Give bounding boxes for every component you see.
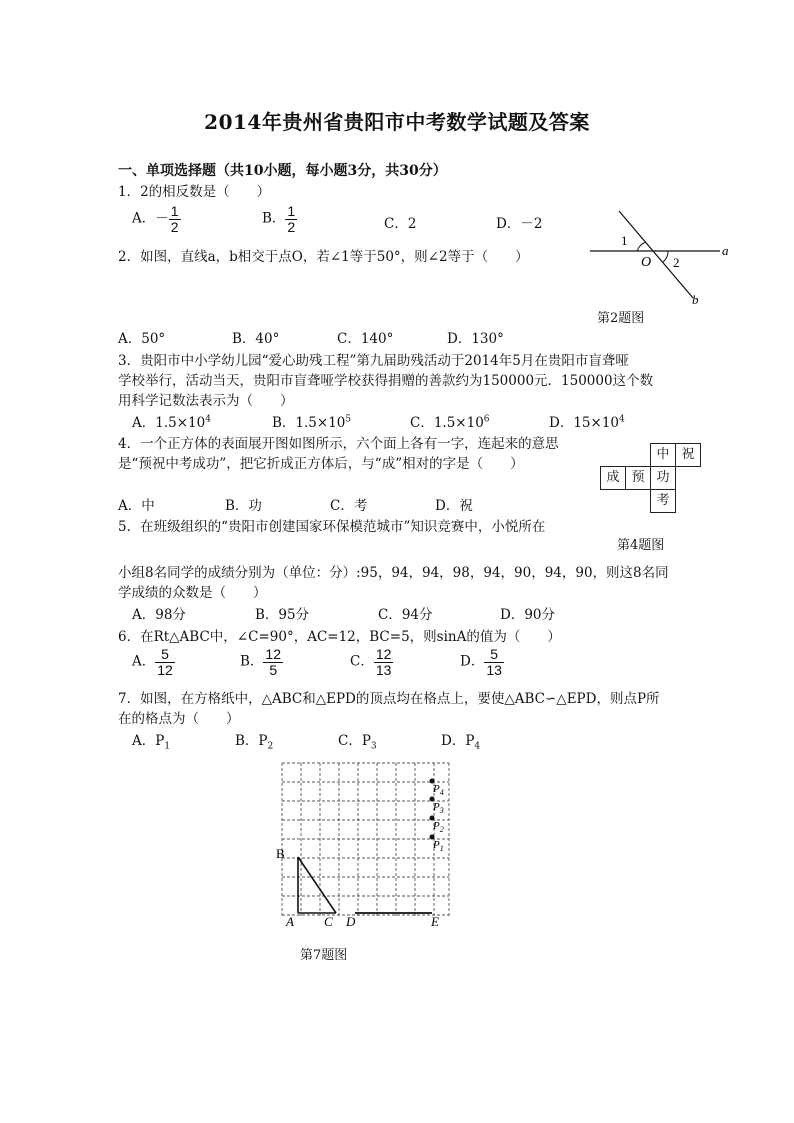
label-p4-letter: P	[433, 783, 440, 795]
q1-a-den: 2	[170, 218, 179, 235]
net-cell-kao: 考	[650, 489, 676, 513]
q3-d-exp: 4	[619, 414, 625, 425]
q5-line3: 学成绩的众数是（ ）	[118, 585, 267, 601]
q2-label-a: a	[722, 243, 729, 258]
q6-d-num: 5	[484, 647, 504, 663]
label-p2-sub: 2	[439, 825, 444, 834]
q6-b-den: 5	[269, 661, 278, 678]
q7-a-base: A．P	[132, 733, 165, 749]
q7-line1: 7．如图，在方格纸中，△ABC和△EPD的顶点均在格点上，要使△ABC∽△EPD，则点P所	[118, 691, 660, 707]
q7-option-a	[132, 729, 170, 752]
q3-option-c	[410, 411, 490, 431]
q3-b-base: B．1.5×10	[272, 415, 346, 431]
label-p4	[432, 783, 444, 797]
q1-stem: 1．2的相反数是（ ）	[118, 184, 271, 200]
q6-a-fraction	[155, 647, 175, 677]
triangle-abc	[298, 857, 336, 913]
q7-a-sub: 1	[164, 741, 171, 752]
q4-option-b: B．功	[225, 498, 262, 514]
net-cell-gong: 功	[650, 466, 676, 490]
q1-a-label: A．－	[132, 210, 169, 227]
q3-b-exp: 5	[345, 414, 352, 425]
section-heading: 一、单项选择题（共10小题，每小题3分，共30分）	[118, 163, 447, 179]
q7-d-base: D．P	[441, 733, 475, 749]
label-d: D	[346, 914, 356, 929]
q6-option-c	[350, 647, 393, 677]
label-a: A	[286, 914, 294, 929]
q6-d-den: 13	[486, 661, 502, 678]
q2-option-b: B．40°	[232, 331, 280, 347]
q5-line1: 5．在班级组织的“贵阳市创建国家环保模范城市”知识竞赛中，小悦所在	[118, 519, 546, 535]
q5-option-b: B．95分	[255, 607, 310, 623]
q4-line2: 是“预祝中考成功”，把它折成正方体后，与“成”相对的字是（ ）	[118, 456, 524, 472]
q7-b-sub: 2	[267, 741, 274, 752]
q1-option-c: C．2	[384, 216, 417, 232]
q6-d-label: D．	[460, 653, 485, 670]
q2-caption: 第2题图	[597, 311, 645, 326]
label-p2	[432, 820, 444, 834]
q2-figure	[588, 205, 738, 310]
q3-a-exp: 4	[205, 414, 211, 425]
q7-caption: 第7题图	[300, 948, 348, 963]
q6-b-fraction	[263, 647, 283, 677]
q6-c-label: C．	[350, 653, 374, 670]
q2-label-1: 1	[621, 233, 628, 248]
q6-d-fraction	[484, 647, 504, 677]
q1-option-a	[132, 204, 181, 234]
q2-option-a: A．50°	[118, 331, 166, 347]
q3-option-a	[132, 411, 211, 431]
net-cell-zhong: 中	[650, 443, 676, 467]
q6-a-den: 12	[157, 661, 173, 678]
q2-stem: 2．如图，直线a，b相交于点O，若∠1等于50°，则∠2等于（ ）	[118, 249, 529, 265]
q1-option-b	[262, 204, 297, 234]
q1-b-num: 1	[287, 203, 296, 219]
q1-b-label: B．	[262, 210, 286, 227]
q6-b-label: B．	[240, 653, 264, 670]
q7-c-sub: 3	[370, 741, 377, 752]
angle-2-arc	[663, 251, 668, 262]
q7-c-base: C．P	[338, 733, 371, 749]
q6-c-fraction	[374, 647, 394, 677]
q6-b-num: 12	[265, 646, 281, 662]
line-b	[619, 211, 693, 298]
grid-lines	[282, 763, 449, 918]
q6-stem: 6．在Rt△ABC中，∠C=90°，AC=12，BC=5，则sinA的值为（ ）	[118, 629, 561, 645]
q6-a-num: 5	[155, 647, 175, 663]
q3-option-d	[549, 411, 625, 431]
q7-option-d	[441, 729, 480, 752]
q1-b-den: 2	[287, 218, 296, 235]
q2-option-d: D．130°	[447, 331, 504, 347]
q3-line3: 用科学记数法表示为（ ）	[118, 393, 294, 409]
q1-a-num: 1	[170, 203, 179, 219]
q3-c-exp: 6	[483, 414, 490, 425]
page-title: 2014年贵州省贵阳市中考数学试题及答案	[204, 110, 590, 134]
q4-option-d: D．祝	[435, 498, 473, 514]
q7-grid-figure	[270, 755, 460, 935]
q3-line1: 3．贵阳市中小学幼儿园“爱心助残工程”第九届助残活动于2014年5月在贵阳市盲聋哑	[118, 353, 629, 369]
q4-option-a: A．中	[118, 498, 155, 514]
net-cell-cheng: 成	[600, 466, 626, 490]
q3-option-b	[272, 411, 351, 431]
q3-line2: 学校举行，活动当天，贵阳市盲聋哑学校获得捐赠的善款约为150000元．150000这个数	[118, 373, 654, 389]
q4-option-c: C．考	[330, 498, 368, 514]
label-p1-letter: P	[433, 839, 440, 851]
label-p3-sub: 3	[439, 806, 444, 815]
q7-option-c	[338, 729, 377, 752]
q7-b-base: B．P	[235, 733, 268, 749]
label-p1-sub: 1	[439, 844, 444, 853]
q5-option-d: D．90分	[500, 607, 556, 623]
label-p3-letter: P	[433, 801, 440, 813]
q2-option-c: C．140°	[337, 331, 394, 347]
label-p4-sub: 4	[439, 788, 444, 797]
net-cell-zhu: 祝	[675, 443, 701, 467]
q6-c-num: 12	[375, 646, 392, 662]
q1-b-fraction	[285, 204, 297, 234]
q7-d-sub: 4	[474, 741, 481, 752]
q6-a-label: A．	[132, 653, 156, 670]
net-cell-yu: 预	[625, 466, 651, 490]
q4-line1: 4．一个正方体的表面展开图如图所示，六个面上各有一字，连起来的意思	[118, 436, 559, 452]
q3-d-base: D．15×10	[549, 415, 619, 431]
q6-option-d	[460, 647, 504, 677]
label-p1	[432, 839, 444, 853]
label-b: B	[276, 846, 285, 861]
q1-option-d: D．－2	[496, 216, 543, 232]
q3-c-base: C．1.5×10	[410, 415, 484, 431]
q2-label-2: 2	[673, 255, 680, 270]
q4-caption: 第4题图	[617, 538, 665, 553]
label-p2-letter: P	[433, 820, 440, 832]
q6-option-b	[240, 647, 283, 677]
q5-line2: 小组8名同学的成绩分别为（单位：分）:95，94，94，98，94，90，94，90，则这8名同	[118, 565, 669, 581]
q2-label-o: O	[641, 255, 652, 270]
q7-line2: 在的格点为（ ）	[118, 711, 240, 727]
q6-option-a	[132, 647, 175, 677]
q5-option-a: A．98分	[132, 607, 186, 623]
label-p3	[432, 801, 444, 815]
q1-a-fraction	[169, 204, 181, 234]
q2-label-b: b	[692, 292, 699, 307]
label-e: E	[431, 914, 439, 929]
label-c: C	[324, 914, 333, 929]
q6-c-den: 13	[375, 661, 392, 678]
angle-1-arc	[637, 242, 646, 251]
q7-option-b	[235, 729, 273, 752]
q3-a-base: A．1.5×10	[132, 415, 206, 431]
q5-option-c: C．94分	[378, 607, 433, 623]
q4-cube-net	[598, 443, 708, 523]
